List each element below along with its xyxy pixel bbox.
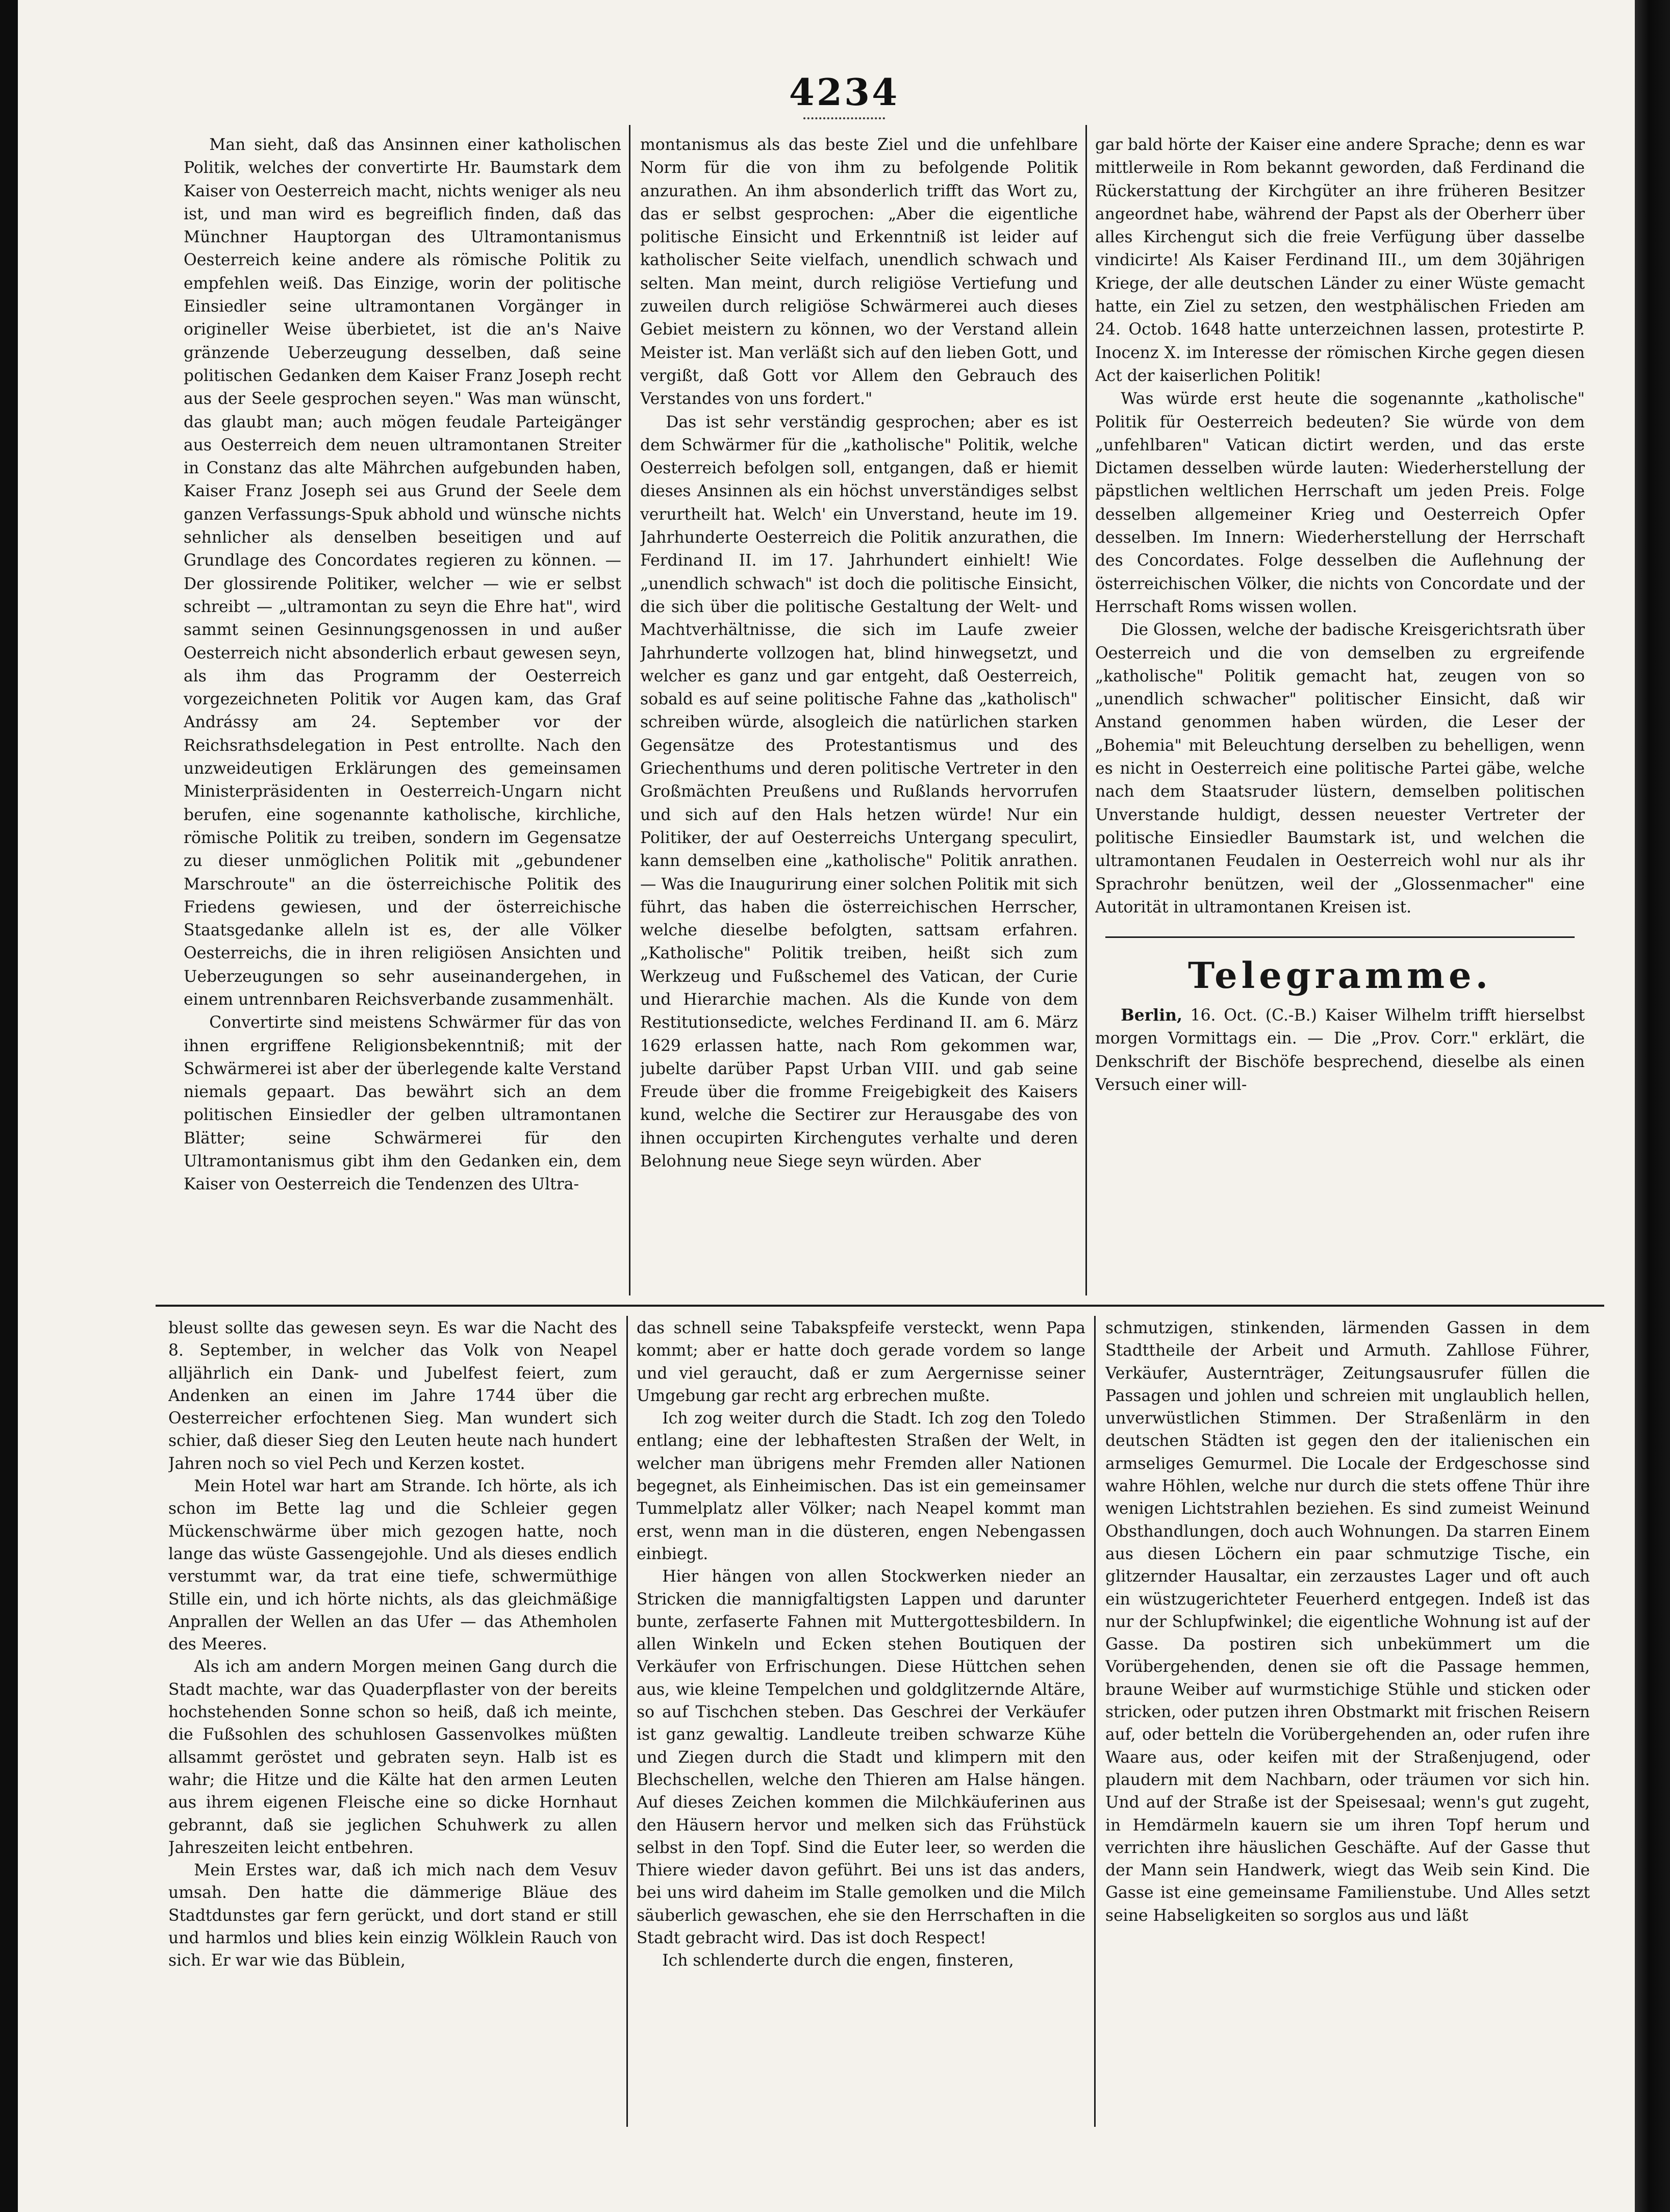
upper-column-1 [184,134,621,1290]
paragraph: Mein Erstes war, daß ich mich nach dem Vesuv umsah. Den hatte die dämmerige Bläue des Stadtdunstes gar fern gerückt, und dort stand er still und harmlos und blies kein einzig Wölklein Rauch von sich. Er war wie das Büblein, [168,1861,617,1970]
upper-column-3 [1095,134,1585,1290]
paragraph: Hier hängen von allen Stockwerken nieder an Stricken die mannigfaltigsten Lappen und darunter bunte, zerfaserte Fahnen mit Muttergottesbildern. In allen Winkeln und Ecken stehen Boutiquen der Verkäufer von Erfrischungen. Diese Hüttchen sehen aus, wie kleine Tempelchen und goldglitzernde Altäre, so auf Tischchen steben. Das Geschrei der Verkäufer ist ganz gewaltig. Landleute treiben schwarze Kühe und Ziegen durch die Stadt und klimpern mit den Blechschellen, welche den Thieren am Halse hängen. Auf dieses Zeichen kommen die Milchkäuferinen aus den Häusern hervor und melken sich das Frühstück selbst in den Topf. Sind die Euter leer, so werden die Thiere wieder davon geführt. Bei uns ist das anders, bei uns wird daheim im Stalle gemolken und die Milch säuberlich gewaschen, ehe sie den Herrschaften in die Stadt gebracht wird. Das ist doch Respect! [637,1567,1085,1948]
column-rule [626,1316,628,2127]
paragraph: Convertirte sind meistens Schwärmer für das von ihnen ergriffene Religionsbekenntniß; mit der Schwärmerei ist aber der überlegende kalte Verstand niemals gepaart. Das bewährt sich an dem politischen Einsiedler der gelben ultramontanen Blätter; seine Schwärmerei für den Ultramontanismus gibt ihm den Gedanken ein, dem Kaiser von Oesterreich die Tendenzen des Ultra- [184,1013,621,1194]
paragraph: Was würde erst heute die sogenannte „katholische" Politik für Oesterreich bedeuten? Sie würde von dem „unfehlbaren" Vatican dictirt werden, und das erste Dictamen desselben würde lauten: Wiederherstellung der päpstlichen weltlichen Herrschaft um jeden Preis. Folge desselben allgemeiner Krieg und Oesterreich Opfer desselben. Im Innern: Wiederherstellung der Herrschaft des Concordates. Folge desselben die Auflehnung der österreichischen Völker, die nichts von Concordate und der Herrschaft Roms wissen wollen. [1095,390,1585,616]
page-number: 4234 [789,70,900,114]
paragraph: montanismus als das beste Ziel und die unfehlbare Norm für die von ihm zu befolgende Politik anzurathen. An ihm absonderlich trifft das Wort zu, das er selbst gesprochen: „Aber die eigentliche politische Einsicht und Erkenntniß ist leider auf katholischer Seite vielfach, unendlich schwach und selten. Man meint, durch religiöse Vertiefung und zuweilen durch religiöse Schwärmerei auch dieses Gebiet meistern zu können, wo der Verstand allein Meister ist. Man verläßt sich auf den lieben Gott, und vergißt, daß Gott vor Allem den Gebrauch des Verstandes von uns fordert." [640,136,1078,409]
scan-border [1635,0,1670,2212]
page-number-ornament [803,117,885,119]
telegram-text: 16. Oct. (C.-B.) Kaiser Wilhelm trifft hierselbst morgen Vormittags ein. — Die „Prov. Corr." erklärt, die Denkschrift der Bischöfe besprechend, dieselbe als einen Versuch einer will- [1095,1006,1585,1094]
newspaper-page [18,0,1635,2212]
paragraph: Man sieht, daß das Ansinnen einer katholischen Politik, welches der convertirte Hr. Baumstark dem Kaiser von Oesterreich macht, nichts weniger als neu ist, und man wird es begreiflich finden, daß das Münchner Hauptorgan des Ultramontanismus Oesterreich keine andere als römische Politik zu empfehlen weiß. Das Einzige, worin der politische Einsiedler seine ultramontanen Vorgänger in origineller Weise überbietet, ist die an's Naive gränzende Ueberzeugung desselben, daß seine politischen Gedanken dem Kaiser Franz Joseph recht aus der Seele gesprochen seyen." Was man wünscht, das glaubt man; auch mögen feudale Parteigänger aus Oesterreich dem neuen ultramontanen Streiter in Constanz das alte Mährchen aufgebunden haben, Kaiser Franz Joseph sei aus Grund der Seele dem ganzen Verfassungs-Spuk abhold und wünsche nichts sehnlicher als denselben beseitigen und auf Grundlage des Concordates regieren zu können. — Der glossirende Politiker, welcher — wie er selbst schreibt — „ultramontan zu seyn die Ehre hat", wird sammt seinen Gesinnungsgenossen in und außer Oesterreich nicht absonderlich erbaut gewesen seyn, als ihm das Programm der Oesterreich vorgezeichneten Politik vor Augen kam, das Graf Andrássy am 24. September vor der Reichsrathsdelegation in Pest entrollte. Nach den unzweideutigen Erklärungen des gemeinsamen Ministerpräsidenten in Oesterreich-Ungarn nicht berufen, eine sogenannte katholische, kirchliche, römische Politik zu treiben, sondern im Gegensatze zu dieser unmöglichen Politik mit „gebundener Marschroute" an die österreichische Politik des Friedens gewiesen, und der österreichische Staatsgedanke alleln ist es, der alle Völker Oesterreichs, die in ihren religiösen Ansichten und Ueberzeugungen so sehr auseinandergehen, in einem untrennbaren Reichsverbande zusammenhält. [184,136,621,1009]
paragraph: Ich zog weiter durch die Stadt. Ich zog den Toledo entlang; eine der lebhaftesten Straßen der Welt, in welcher man übrigens mehr Fremden aller Nationen begegnet, als Einheimischen. Das ist ein gemeinsamer Tummelplatz aller Völker; nach Neapel kommt man erst, wenn man in die düsteren, engen Nebengassen einbiegt. [637,1409,1085,1563]
telegrams-rule [1105,936,1575,938]
telegram-item [1095,1004,1585,1097]
paragraph: Als ich am andern Morgen meinen Gang durch die Stadt machte, war das Quaderpflaster von der bereits hochstehenden Sonne schon so heiß, daß ich meinte, die Fußsohlen des schuhlosen Gassenvolkes müßten allsammt geröstet und gebraten seyn. Halb ist es wahr; die Hitze und die Kälte hat den armen Leuten aus ihrem eigenen Fleische eine so dicke Hornhaut gebrannt, daß sie jeglichen Schuhwerk zu allen Jahreszeiten leicht entbehren. [168,1658,617,1857]
paragraph: bleust sollte das gewesen seyn. Es war die Nacht des 8. September, in welcher das Volk von Neapel alljährlich ein Dank- und Jubelfest feiert, zum Andenken an einen im Jahre 1744 über die Oesterreicher erfochtenen Sieg. Man wundert sich schier, daß dieser Sieg den Leuten heute nach hundert Jahren noch so viel Pech und Kerzen kostet. [168,1319,617,1473]
column-rule [629,125,630,1295]
upper-column-2 [640,134,1078,1290]
column-rule [1085,125,1087,1295]
paragraph: Die Glossen, welche der badische Kreisgerichtsrath über Oesterreich und die von demselben zu ergreifende „katholische" Politik gemacht hat, zeugen von so „unendlich schwacher" politischer Einsicht, daß wir Anstand genommen haben würden, die Leser der „Bohemia" mit Beleuchtung derselben zu behelligen, wenn es nicht in Oesterreich eine politische Partei gäbe, welche nach dem Staatsruder lüstern, demselben politischen Unverstande huldigt, dessen neuester Vertreter der politische Einsiedler Baumstark ist, und welchen die ultramontanen Feudalen in Oesterreich wohl nur als ihr Sprachrohr benützen, weil der „Glossenmacher" eine Autorität in ultramontanen Kreisen ist. [1095,621,1585,917]
telegrams-heading: Telegramme. [1188,954,1492,997]
paragraph: schmutzigen, stinkenden, lärmenden Gassen in dem Stadttheile der Arbeit und Armuth. Zahllose Führer, Verkäufer, Austernträger, Zeitungsausrufer füllen die Passagen und johlen und schreien mit unglaublich hellen, unverwüstlichen Stimmen. Der Straßenlärm in den deutschen Städten ist gegen den der italienischen ein armseliges Gemurmel. Die Locale der Erdgeschosse sind wahre Höhlen, welche nur durch die stets offene Thür ihre wenigen Lichtstrahlen beziehen. Es sind zumeist Weinund Obsthandlungen, doch auch Wohnungen. Da starren Einem aus diesen Löchern ein paar schmutzige Tische, ein glitzernder Hausaltar, ein zerzaustes Lager und oft auch ein wüstzugerichteter Feuerherd entgegen. Indeß ist das nur der Schlupfwinkel; die eigentliche Wohnung ist auf der Gasse. Da postiren sich unbekümmert um die Vorübergehenden, denen sie oft die Passage hemmen, braune Weiber auf wurmstichige Stühle und sticken oder stricken, oder putzen ihren Obstmarkt mit frischen Reisern auf, oder betteln die Vorübergehenden an, oder rufen ihre Waare aus, oder keifen mit der Straßenjugend, oder plaudern mit dem Nachbarn, oder träumen vor sich hin. Und auf der Straße ist der Speisesaal; wenn's gut zugeht, in Hemdärmeln kauern sie um ihren Topf herum und verrichten ihre häuslichen Geschäfte. Auf der Gasse thut der Mann sein Handwerk, wiegt das Weib sein Kind. Die Gasse ist eine gemeinsame Familienstube. Und Alles setzt seine Habseligkeiten so sorglos aus und läßt [1105,1319,1590,1925]
paragraph: Das ist sehr verständig gesprochen; aber es ist dem Schwärmer für die „katholische" Politik, welche Oesterreich befolgen soll, entgangen, daß er hiemit dieses Ansinnen als ein höchst unverständiges selbst verurtheilt hat. Welch' ein Unverstand, heute im 19. Jahrhunderte Oesterreich die Politik anzurathen, die Ferdinand II. im 17. Jahrhundert einhielt! Wie „unendlich schwach" ist doch die politische Einsicht, die sich über die politische Gestaltung der Welt- und Machtverhältnisse, die sich im Laufe zweier Jahrhunderte vollzogen hat, blind hinwegsetzt, und welcher es ganz und gar entgeht, daß Oesterreich, sobald es auf seine politische Fahne das „katholisch" schreiben würde, alsogleich die natürlichen starken Gegensätze des Protestantismus und des Griechenthums und deren politische Vertreter in den Großmächten Preußens und Rußlands hervorrufen und sich auf den Hals hetzen würde! Nur ein Politiker, der auf Oesterreichs Untergang speculirt, kann demselben eine „katholische" Politik anrathen. — Was die Inaugurirung einer solchen Politik mit sich führt, das haben die österreichischen Herrscher, welche dieselbe befolgten, sattsam erfahren. „Katholische" Politik treiben, heißt sich zum Werkzeug und Fußschemel des Vatican, der Curie und Hierarchie machen. Als die Kunde von dem Restitutionsedicte, welches Ferdinand II. am 6. März 1629 erlassen hatte, nach Rom gekommen war, jubelte darüber Papst Urban VIII. und gab seine Freude über die fromme Freigebigkeit des Kaisers kund, welche die Sectirer zur Herausgabe des von ihnen occupirten Kirchengutes verhalte und deren Belohnung neue Siege seyn würden. Aber [640,413,1078,1171]
paragraph: gar bald hörte der Kaiser eine andere Sprache; denn es war mittlerweile in Rom bekannt geworden, daß Ferdinand die Rückerstattung der Kirchgüter an ihre früheren Besitzer angeordnet habe, während der Papst als der Oberherr über alles Kirchengut sich die freie Verfügung über dasselbe vindicirte! Als Kaiser Ferdinand III., um dem 30jährigen Kriege, der alle deutschen Länder zu einer Wüste gemacht hatte, ein Ziel zu setzen, den westphälischen Frieden am 24. Octob. 1648 hatte unterzeichnen lassen, protestirte P. Inocenz X. im Interesse der römischen Kirche gegen diesen Act der kaiserlichen Politik! [1095,136,1585,385]
paragraph: das schnell seine Tabakspfeife versteckt, wenn Papa kommt; aber er hatte doch gerade vordem so lange und viel geraucht, daß er zum Aergernisse seiner Umgebung gar recht arg erbrechen mußte. [637,1319,1085,1405]
lower-column-2 [637,1317,1085,2118]
telegram-dateline: Berlin, [1121,1006,1182,1025]
column-rule [1094,1316,1096,2127]
lower-column-3 [1105,1317,1590,2118]
paragraph: Mein Hotel war hart am Strande. Ich hörte, als ich schon im Bette lag und die Schleier gegen Mückenschwärme über mich gezogen hatte, noch lange das wüste Gassengejohle. Und als dieses endlich verstummt war, da trat eine tiefe, schwermüthige Stille ein, und ich hörte nichts, als das gleichmäßige Anprallen der Wellen an das Ufer — das Athemholen des Meeres. [168,1477,617,1654]
paragraph: Ich schlenderte durch die engen, finsteren, [662,1951,1014,1970]
lower-column-1 [168,1317,617,2118]
section-rule [156,1305,1604,1307]
